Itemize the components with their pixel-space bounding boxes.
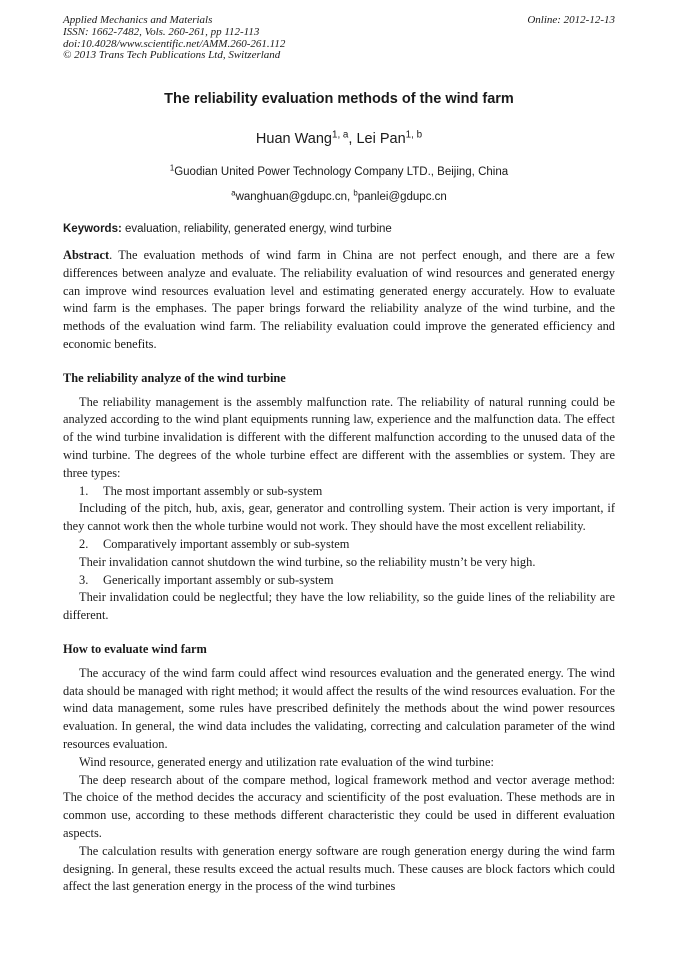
- paragraph: The reliability management is the assembly malfunction rate. The reliability of natural running could be analyzed according to the wind plant equipments running law, experience and the malfunction data. The effect of the wind turbine invalidation is different with the different malfunction according to the unused data of the wind turbine. The degrees of the whole turbine effect are different with the assemblies or system. They are three types:: [63, 394, 615, 480]
- paper-title: The reliability evaluation methods of the wind farm: [164, 91, 514, 107]
- paragraph: The deep research about of the compare method, logical framework method and vector average method: The choice of the method decides the accuracy and scientificity of the post evaluation. These methods are in common use, according to these methods different characteristic they could be used in different evaluation aspects.: [63, 772, 615, 840]
- list-label: Generically important assembly or sub-system: [103, 572, 334, 587]
- list-item: [63, 536, 615, 554]
- section-heading: How to evaluate wind farm: [63, 641, 207, 656]
- list-item: [63, 483, 615, 501]
- paragraph: The calculation results with generation energy software are rough generation energy during the wind farm designing. In general, these results exceed the actual results much. These causes are block factors which could affect the last generation energy in the process of the wind turbines: [63, 843, 615, 894]
- abstract-label: Abstract: [63, 248, 110, 262]
- list-label: The most important assembly or sub-system: [103, 483, 323, 498]
- keywords-label: Keywords:: [63, 223, 122, 235]
- copyright-line: © 2013 Trans Tech Publications Ltd, Switzerland: [63, 49, 281, 62]
- author-affiliation-marker: 1, b: [405, 129, 423, 141]
- journal-name: Applied Mechanics and Materials: [63, 14, 213, 26]
- author-name: Lei Pan: [356, 131, 406, 147]
- paragraph: Their invalidation could be neglectful; they have the low reliability, so the guide lines of the reliability are different.: [63, 590, 615, 623]
- abstract-text: . The evaluation methods of wind farm in China are not perfect enough, and there are a few differences between analyze and evaluate. The reliability evaluation of wind resources and generated energy can improve wind resources evaluation level and estimating generated energy accurately. How to evaluate wind farm is the emphases. The paper brings forward the reliability analyze of the wind turbine, and the methods of the evaluation wind farm. The reliability evaluation could improve the generated efficiency and economic benefits.: [63, 248, 615, 351]
- affiliation-text: Guodian United Power Technology Company LTD., Beijing, China: [174, 166, 509, 178]
- list-label: Comparatively important assembly or sub-system: [103, 536, 350, 551]
- paragraph: Including of the pitch, hub, axis, gear, generator and controlling system. Their action is very important, if they cannot work then the whole turbine would not work. They should have the most excellent reliability.: [63, 501, 615, 534]
- affiliation: [0, 163, 678, 178]
- paragraph: Wind resource, generated energy and utilization rate evaluation of the wind turbine:: [79, 754, 494, 769]
- paragraph: The accuracy of the wind farm could affect wind resources evaluation and the generated energy. The wind data should be managed with right method; it would affect the results of the wind resources evaluation. For the wind data management, some rules have prescribed definitely the methods about the wind power resources evaluation. In general, the wind data includes the validating, correcting and calculation parameter of the wind resources evaluation.: [63, 665, 615, 751]
- list-number: 1.: [79, 483, 89, 498]
- list-number: 3.: [79, 572, 89, 587]
- online-date: Online: 2012-12-13: [527, 14, 615, 26]
- keywords: [63, 223, 615, 235]
- email-marker: b: [353, 188, 358, 198]
- email-link[interactable]: panlei@gdupc.cn: [357, 191, 447, 203]
- doi-line: doi:10.4028/www.scientific.net/AMM.260-261.112: [63, 37, 286, 50]
- publication-header: [63, 15, 615, 62]
- email-link[interactable]: wanghuan@gdupc.cn: [235, 191, 347, 203]
- paragraph: Their invalidation cannot shutdown the wind turbine, so the reliability mustn’t be very high.: [79, 554, 536, 569]
- abstract: [63, 247, 615, 354]
- email-list: $^a$wanghuan@gdupc.cn, $^b$panlei@gdupc.cn: [231, 188, 447, 203]
- author-list: Huan Wang$^{1, a}$, Lei Pan$^{1, b}$: [255, 129, 423, 147]
- list-item: [63, 572, 615, 590]
- section-heading: The reliability analyze of the wind turbine: [63, 370, 286, 385]
- keywords-text: evaluation, reliability, generated energy, wind turbine: [125, 223, 392, 235]
- affiliation-marker: 1: [169, 163, 175, 173]
- list-number: 2.: [79, 536, 89, 551]
- issn-line: ISSN: 1662-7482, Vols. 260-261, pp 112-113: [63, 25, 260, 38]
- author-affiliation-marker: 1, a: [331, 129, 349, 141]
- author-name: Huan Wang: [255, 131, 332, 147]
- paper-body: [63, 247, 615, 896]
- email-marker: a: [231, 188, 236, 198]
